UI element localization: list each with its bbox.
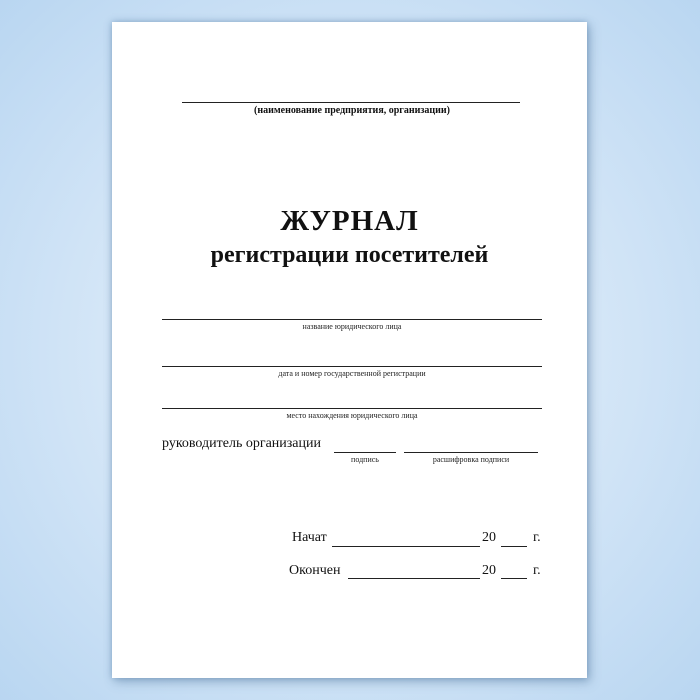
- registration-line: [162, 366, 542, 367]
- location-caption: место нахождения юридического лица: [286, 411, 418, 420]
- ended-year-suffix: г.: [533, 563, 541, 578]
- journal-subtitle: регистрации посетителей: [210, 242, 489, 268]
- started-year-line: [501, 546, 527, 547]
- signature-line: [334, 452, 396, 453]
- ended-label: Окончен: [289, 563, 341, 578]
- started-label: Начат: [292, 530, 327, 545]
- organization-name-caption: (наименование предприятия, организации): [253, 105, 450, 116]
- started-year-prefix: 20: [482, 530, 496, 545]
- journal-cover-page: [112, 22, 587, 678]
- location-line: [162, 408, 542, 409]
- ended-date-line: [348, 578, 480, 579]
- registration-caption: дата и номер государственной регистрации: [278, 369, 426, 378]
- signature-decoding-caption: расшифровка подписи: [432, 455, 510, 464]
- legal-name-caption: название юридического лица: [302, 322, 402, 331]
- head-of-organization-label: руководитель организации: [162, 436, 321, 451]
- signature-decoding-line: [404, 452, 538, 453]
- ended-year-line: [501, 578, 527, 579]
- journal-title: ЖУРНАЛ: [280, 205, 419, 237]
- signature-caption: подпись: [351, 455, 379, 464]
- started-year-suffix: г.: [533, 530, 541, 545]
- ended-year-prefix: 20: [482, 563, 496, 578]
- organization-name-line: [182, 102, 520, 103]
- legal-name-line: [162, 319, 542, 320]
- started-date-line: [332, 546, 480, 547]
